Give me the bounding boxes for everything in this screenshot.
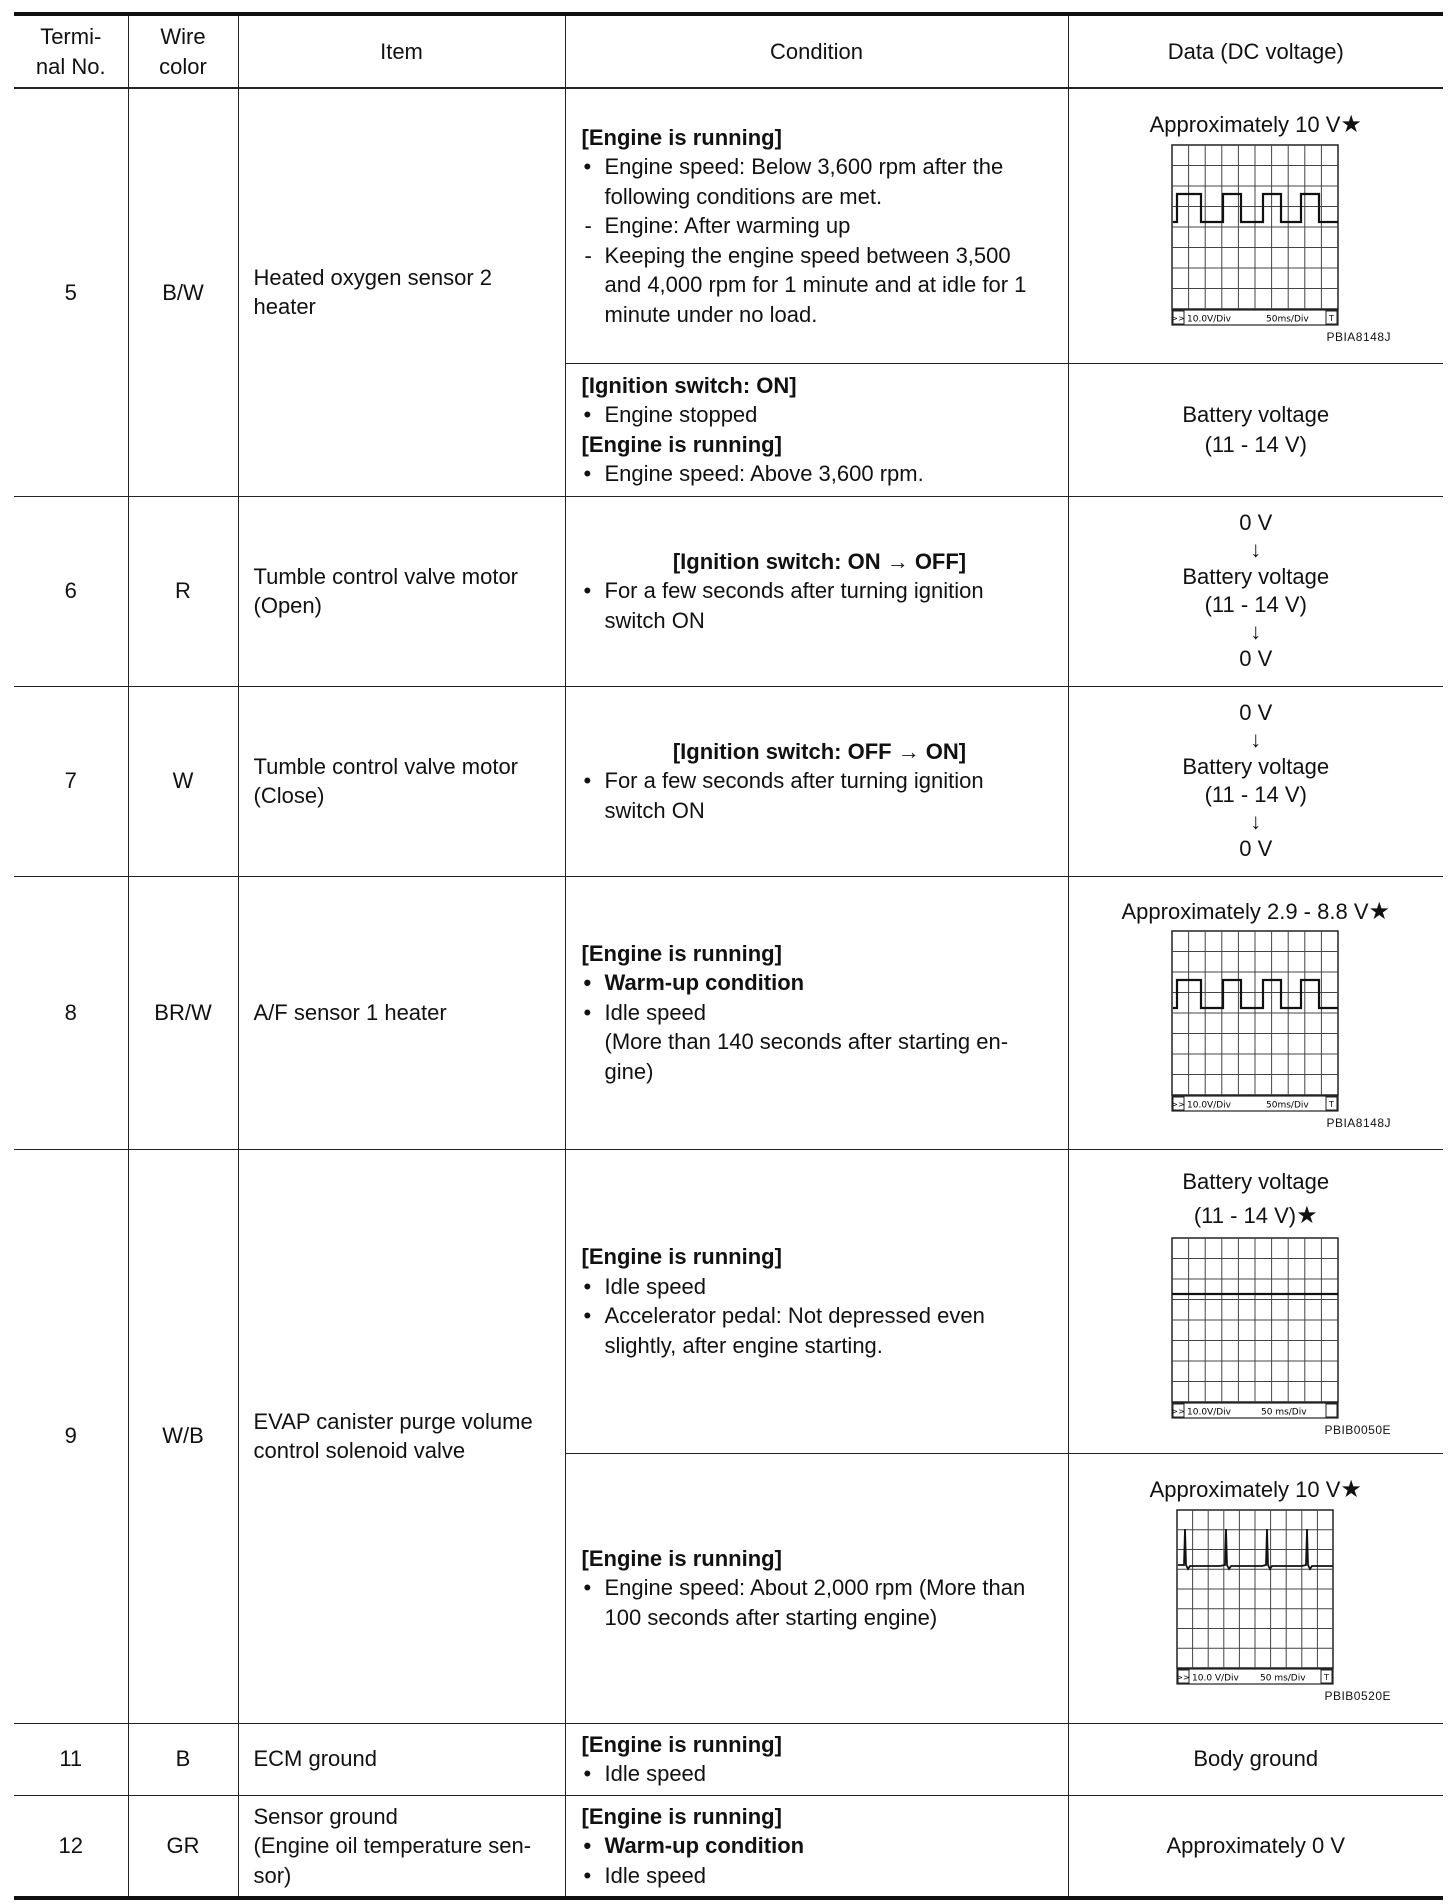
- svg-text:T: T: [1323, 1672, 1329, 1682]
- list-item: • Engine speed: Above 3,600 rpm.: [582, 459, 1058, 489]
- figure-reference: PBIB0520E: [1324, 1688, 1391, 1703]
- list-item: • Idle speed: [582, 1272, 1058, 1302]
- header-terminal: Termi- nal No.: [14, 14, 128, 88]
- list-item: • Engine speed: Below 3,600 rpm after the following conditions are met.: [582, 152, 1058, 211]
- terminal-number: 7: [14, 686, 128, 876]
- condition-heading: [Engine is running]: [581, 1545, 782, 1571]
- condition-cell: [565, 1149, 1068, 1453]
- scope-volt-div: 10.0V/Div: [1186, 1100, 1231, 1111]
- condition-heading: [Engine is running]: [581, 940, 782, 966]
- scope-time-div: 50 ms/Div: [1259, 1673, 1306, 1684]
- data-cell: Approximately 0 V: [1068, 1795, 1443, 1898]
- data-cell: Battery voltage (11 - 14 V): [1068, 363, 1443, 496]
- condition-cell: [565, 1795, 1068, 1898]
- data-cell: Body ground: [1068, 1723, 1443, 1795]
- item-description: Tumble control valve motor (Close): [238, 686, 565, 876]
- condition-cell: [565, 88, 1068, 363]
- data-value: Approximately 2.9 - 8.8 V: [1121, 898, 1369, 924]
- list-item: - Keeping the engine speed between 3,500 and 4,000 rpm for 1 minute and at idle for 1 minute under no load.: [582, 241, 1058, 330]
- data-cell: [1068, 1453, 1443, 1723]
- condition-cell: [565, 496, 1068, 686]
- list-item: • For a few seconds after turning ignition switch ON: [582, 576, 1058, 635]
- list-item: • Warm-up condition: [582, 1831, 1058, 1861]
- data-cell: [1068, 88, 1443, 363]
- header-row: [14, 14, 1443, 88]
- terminal-number: 5: [14, 88, 128, 496]
- data-value: Approximately 10 V: [1149, 1477, 1341, 1503]
- terminal-number: 9: [14, 1149, 128, 1723]
- data-cell: 0 V ↓ Battery voltage (11 - 14 V) ↓ 0 V: [1068, 496, 1443, 686]
- item-description: EVAP canister purge volume control solenoid valve: [238, 1149, 565, 1723]
- down-arrow-icon: ↓: [1250, 619, 1262, 644]
- terminal-number: 6: [14, 496, 128, 686]
- wire-color: W/B: [128, 1149, 238, 1723]
- list-item: • Idle speed: [582, 1861, 1058, 1891]
- list-item: - Engine: After warming up: [582, 211, 1058, 241]
- data-value: Approximately 10 V: [1149, 112, 1341, 137]
- ecm-terminal-table: [14, 12, 1443, 1900]
- oscilloscope-waveform: [1171, 930, 1341, 1112]
- list-item: • Idle speed (More than 140 seconds after starting en- gine): [582, 998, 1058, 1087]
- condition-heading: [Engine is running]: [581, 1731, 782, 1757]
- condition-cell: [565, 363, 1068, 496]
- list-item: • For a few seconds after turning ignition switch ON: [582, 766, 1058, 825]
- wire-color: R: [128, 496, 238, 686]
- svg-text:>>: >>: [1171, 1100, 1185, 1110]
- header-item: Item: [238, 14, 565, 88]
- svg-text:>>: >>: [1176, 1672, 1190, 1682]
- oscilloscope-waveform: [1171, 144, 1341, 326]
- condition-heading: [Ignition switch: ON → OFF]: [672, 548, 967, 574]
- data-value: Battery voltage: [1182, 1169, 1330, 1194]
- list-item: • Engine speed: About 2,000 rpm (More than 100 seconds after starting engine): [582, 1573, 1058, 1632]
- down-arrow-icon: ↓: [1250, 809, 1262, 834]
- scope-time-div: 50ms/Div: [1265, 1100, 1309, 1111]
- data-cell: [1068, 1149, 1443, 1453]
- condition-heading: [Ignition switch: OFF → ON]: [672, 738, 967, 764]
- scope-volt-div: 10.0V/Div: [1186, 1407, 1231, 1418]
- wire-color: B/W: [128, 88, 238, 496]
- down-arrow-icon: ↓: [1250, 727, 1262, 752]
- wire-color: GR: [128, 1795, 238, 1898]
- star-icon: ★: [1340, 1476, 1362, 1504]
- figure-reference: PBIB0050E: [1324, 1423, 1391, 1437]
- star-icon: ★: [1368, 897, 1391, 925]
- star-icon: ★: [1296, 1202, 1318, 1229]
- scope-time-div: 50 ms/Div: [1260, 1407, 1307, 1418]
- table-row: [14, 876, 1443, 1149]
- down-arrow-icon: ↓: [1250, 537, 1262, 562]
- condition-cell: [565, 686, 1068, 876]
- condition-heading: [Engine is running]: [581, 431, 782, 457]
- table-row: [14, 1795, 1443, 1898]
- condition-heading: [Engine is running]: [581, 1244, 782, 1269]
- condition-cell: [565, 1723, 1068, 1795]
- data-value: (11 - 14 V): [1193, 1203, 1297, 1228]
- data-cell: 0 V ↓ Battery voltage (11 - 14 V) ↓ 0 V: [1068, 686, 1443, 876]
- condition-heading: [Engine is running]: [581, 124, 782, 150]
- item-description: A/F sensor 1 heater: [238, 876, 565, 1149]
- star-icon: ★: [1340, 111, 1362, 138]
- item-description: Tumble control valve motor (Open): [238, 496, 565, 686]
- condition-cell: [565, 1453, 1068, 1723]
- table-row: [14, 686, 1443, 876]
- table-row: [14, 496, 1443, 686]
- scope-volt-div: 10.0 V/Div: [1191, 1673, 1239, 1684]
- terminal-number: 11: [14, 1723, 128, 1795]
- svg-text:>>: >>: [1171, 313, 1185, 323]
- oscilloscope-waveform: [1171, 1237, 1341, 1419]
- table-row: [14, 1149, 1443, 1453]
- list-item: • Idle speed: [582, 1759, 1058, 1789]
- table-row: [14, 1723, 1443, 1795]
- item-description: ECM ground: [238, 1723, 565, 1795]
- header-wire-color: Wire color: [128, 14, 238, 88]
- wire-color: BR/W: [128, 876, 238, 1149]
- svg-text:>>: >>: [1171, 1407, 1185, 1416]
- terminal-number: 12: [14, 1795, 128, 1898]
- figure-reference: PBIA8148J: [1326, 329, 1391, 344]
- item-description: Heated oxygen sensor 2 heater: [238, 88, 565, 496]
- item-description: Sensor ground (Engine oil temperature sen- sor): [238, 1795, 565, 1898]
- list-item: • Warm-up condition: [582, 968, 1058, 998]
- data-cell: [1068, 876, 1443, 1149]
- scope-volt-div: 10.0V/Div: [1186, 314, 1231, 324]
- header-condition: Condition: [565, 14, 1068, 88]
- oscilloscope-waveform: [1176, 1509, 1336, 1685]
- list-item: • Accelerator pedal: Not depressed even slightly, after engine starting.: [582, 1301, 1058, 1360]
- wire-color: W: [128, 686, 238, 876]
- table-row: [14, 88, 1443, 363]
- scope-time-div: 50ms/Div: [1265, 314, 1309, 324]
- condition-heading: [Engine is running]: [581, 1803, 782, 1829]
- figure-reference: PBIA8148J: [1326, 1116, 1391, 1131]
- header-data: Data (DC voltage): [1068, 14, 1443, 88]
- condition-cell: [565, 876, 1068, 1149]
- list-item: • Engine stopped: [582, 400, 1058, 430]
- condition-heading: [Ignition switch: ON]: [581, 372, 797, 398]
- svg-text:T: T: [1328, 1100, 1334, 1110]
- wire-color: B: [128, 1723, 238, 1795]
- terminal-number: 8: [14, 876, 128, 1149]
- svg-text:T: T: [1328, 313, 1334, 323]
